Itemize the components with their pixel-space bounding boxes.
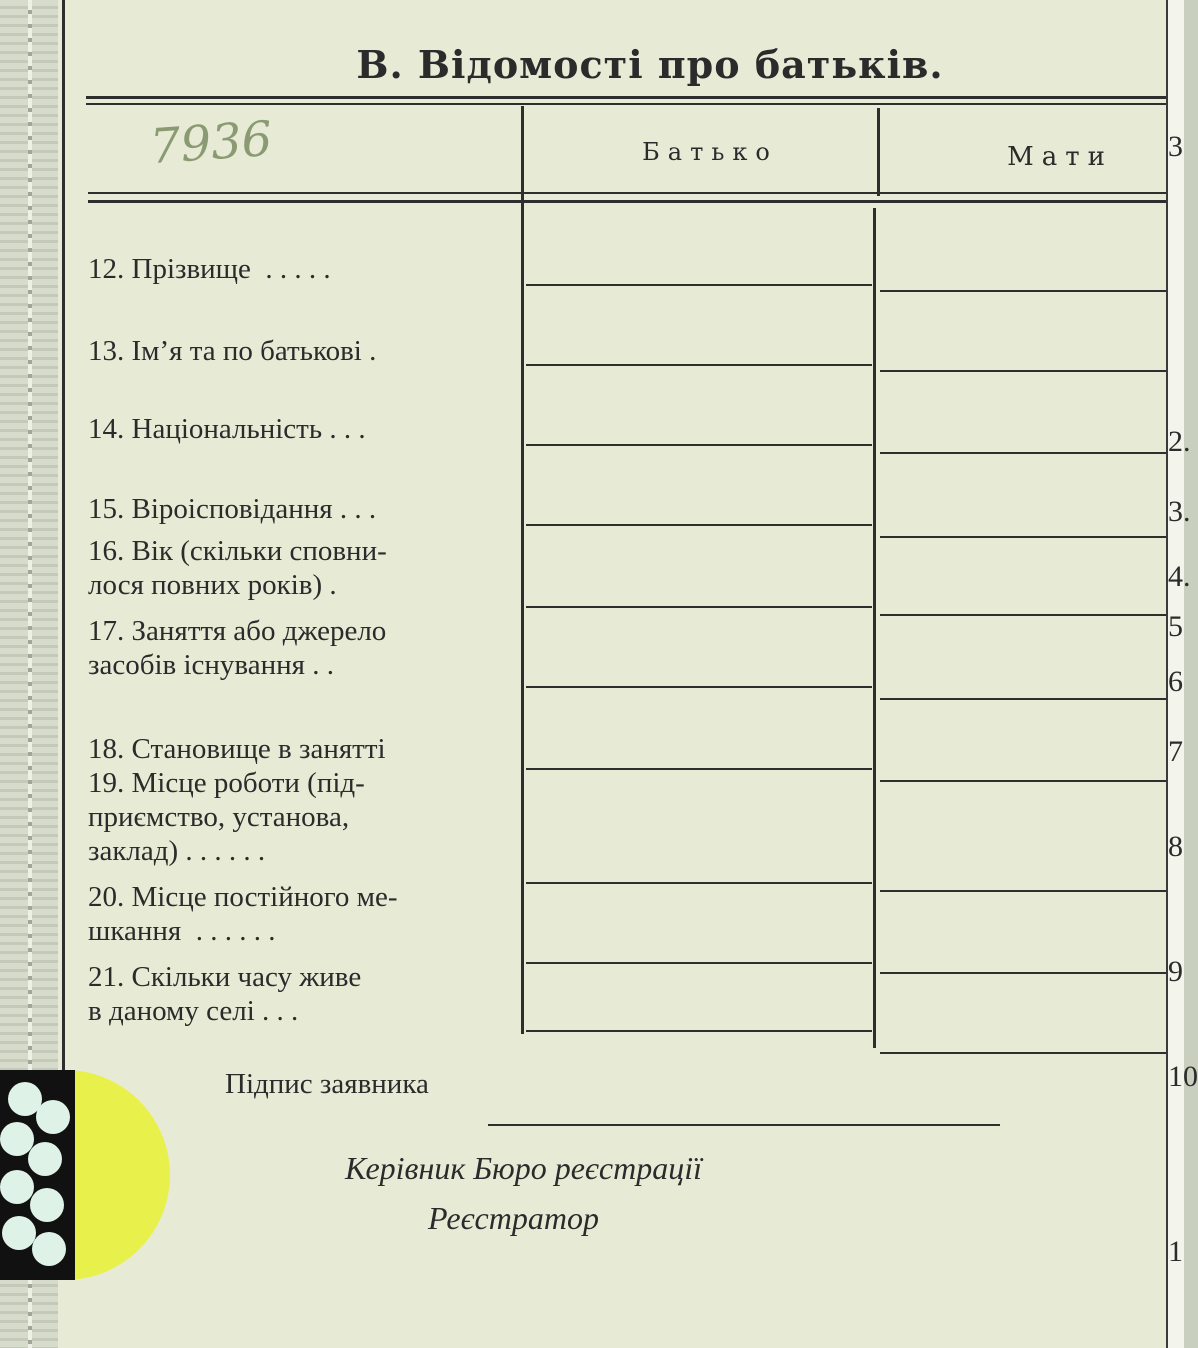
row-21-label: 21. Скільки часу живе в даному селі . . . [88, 961, 362, 1027]
row-14-label: 14. Національність . . . [88, 413, 366, 445]
marker-dot [30, 1188, 64, 1222]
row-rule-father [526, 768, 872, 770]
row-15-label: 15. Віроісповідання . . . [88, 493, 377, 525]
edge-number: 6 [1168, 665, 1183, 698]
row-12-label: 12. Прізвище . . . . . [88, 253, 331, 285]
row-20-label: 20. Місце постійного ме- шкання . . . . . . [88, 881, 398, 947]
row-rule-father [526, 364, 872, 366]
header-rule-bottom [88, 200, 1166, 203]
row-rule-mother [880, 290, 1166, 292]
label-column-divider [521, 106, 524, 1034]
row-rule-mother [880, 614, 1166, 616]
header-column-divider [877, 108, 880, 196]
marker-dot [2, 1216, 36, 1250]
column-header-father: Батько [642, 138, 778, 166]
row-rule-mother [880, 1052, 1166, 1054]
row-rule-father [526, 1030, 872, 1032]
edge-number: 3. [1168, 495, 1191, 528]
registrar-label: Реєстратор [428, 1200, 599, 1236]
title-rule-bottom [86, 103, 1166, 105]
dotted-marker-strip [0, 1070, 75, 1280]
edge-number: 1 [1168, 1235, 1183, 1268]
header-rule-top [88, 192, 1166, 194]
row-rule-father [526, 444, 872, 446]
row-rule-mother [880, 698, 1166, 700]
row-19-label: 19. Місце роботи (під- приємство, установа, заклад) . . . . . . [88, 767, 365, 867]
marker-dot [36, 1100, 70, 1134]
edge-number: 7 [1168, 735, 1183, 768]
marker-dot [0, 1170, 34, 1204]
edge-number: 3 [1168, 130, 1183, 163]
father-mother-divider [873, 208, 876, 1048]
row-rule-father [526, 962, 872, 964]
edge-number: 9 [1168, 955, 1183, 988]
column-header-mother: Мати [1007, 142, 1113, 172]
row-rule-father [526, 686, 872, 688]
marker-dot [32, 1232, 66, 1266]
row-13-label: 13. Ім’я та по батькові . [88, 335, 377, 367]
head-of-bureau-label: Керівник Бюро реєстрації [345, 1150, 702, 1186]
row-rule-mother [880, 370, 1166, 372]
row-rule-father [526, 882, 872, 884]
edge-number: 5 [1168, 610, 1183, 643]
edge-number: 8 [1168, 830, 1183, 863]
row-16-label: 16. Вік (скільки сповни- лося повних років) . [88, 535, 387, 601]
row-rule-father [526, 606, 872, 608]
row-rule-mother [880, 536, 1166, 538]
row-rule-mother [880, 890, 1166, 892]
row-rule-mother [880, 780, 1166, 782]
edge-number: 10 [1168, 1060, 1198, 1093]
section-title: В. Відомості про батьків. [356, 42, 944, 87]
applicant-signature-label: Підпис заявника [225, 1068, 429, 1100]
left-margin-rule [62, 0, 65, 1080]
title-rule-top [86, 96, 1166, 99]
marker-dot [28, 1142, 62, 1176]
row-17-label: 17. Заняття або джерело засобів існування . . [88, 615, 387, 681]
row-18-label: 18. Становище в занятті [88, 733, 386, 765]
edge-number: 2. [1168, 425, 1191, 458]
signature-line [488, 1124, 1000, 1126]
row-rule-father [526, 284, 872, 286]
row-rule-father [526, 524, 872, 526]
edge-number: 4. [1168, 560, 1191, 593]
archive-number: 7936 [148, 110, 274, 176]
row-rule-mother [880, 452, 1166, 454]
row-rule-mother [880, 972, 1166, 974]
